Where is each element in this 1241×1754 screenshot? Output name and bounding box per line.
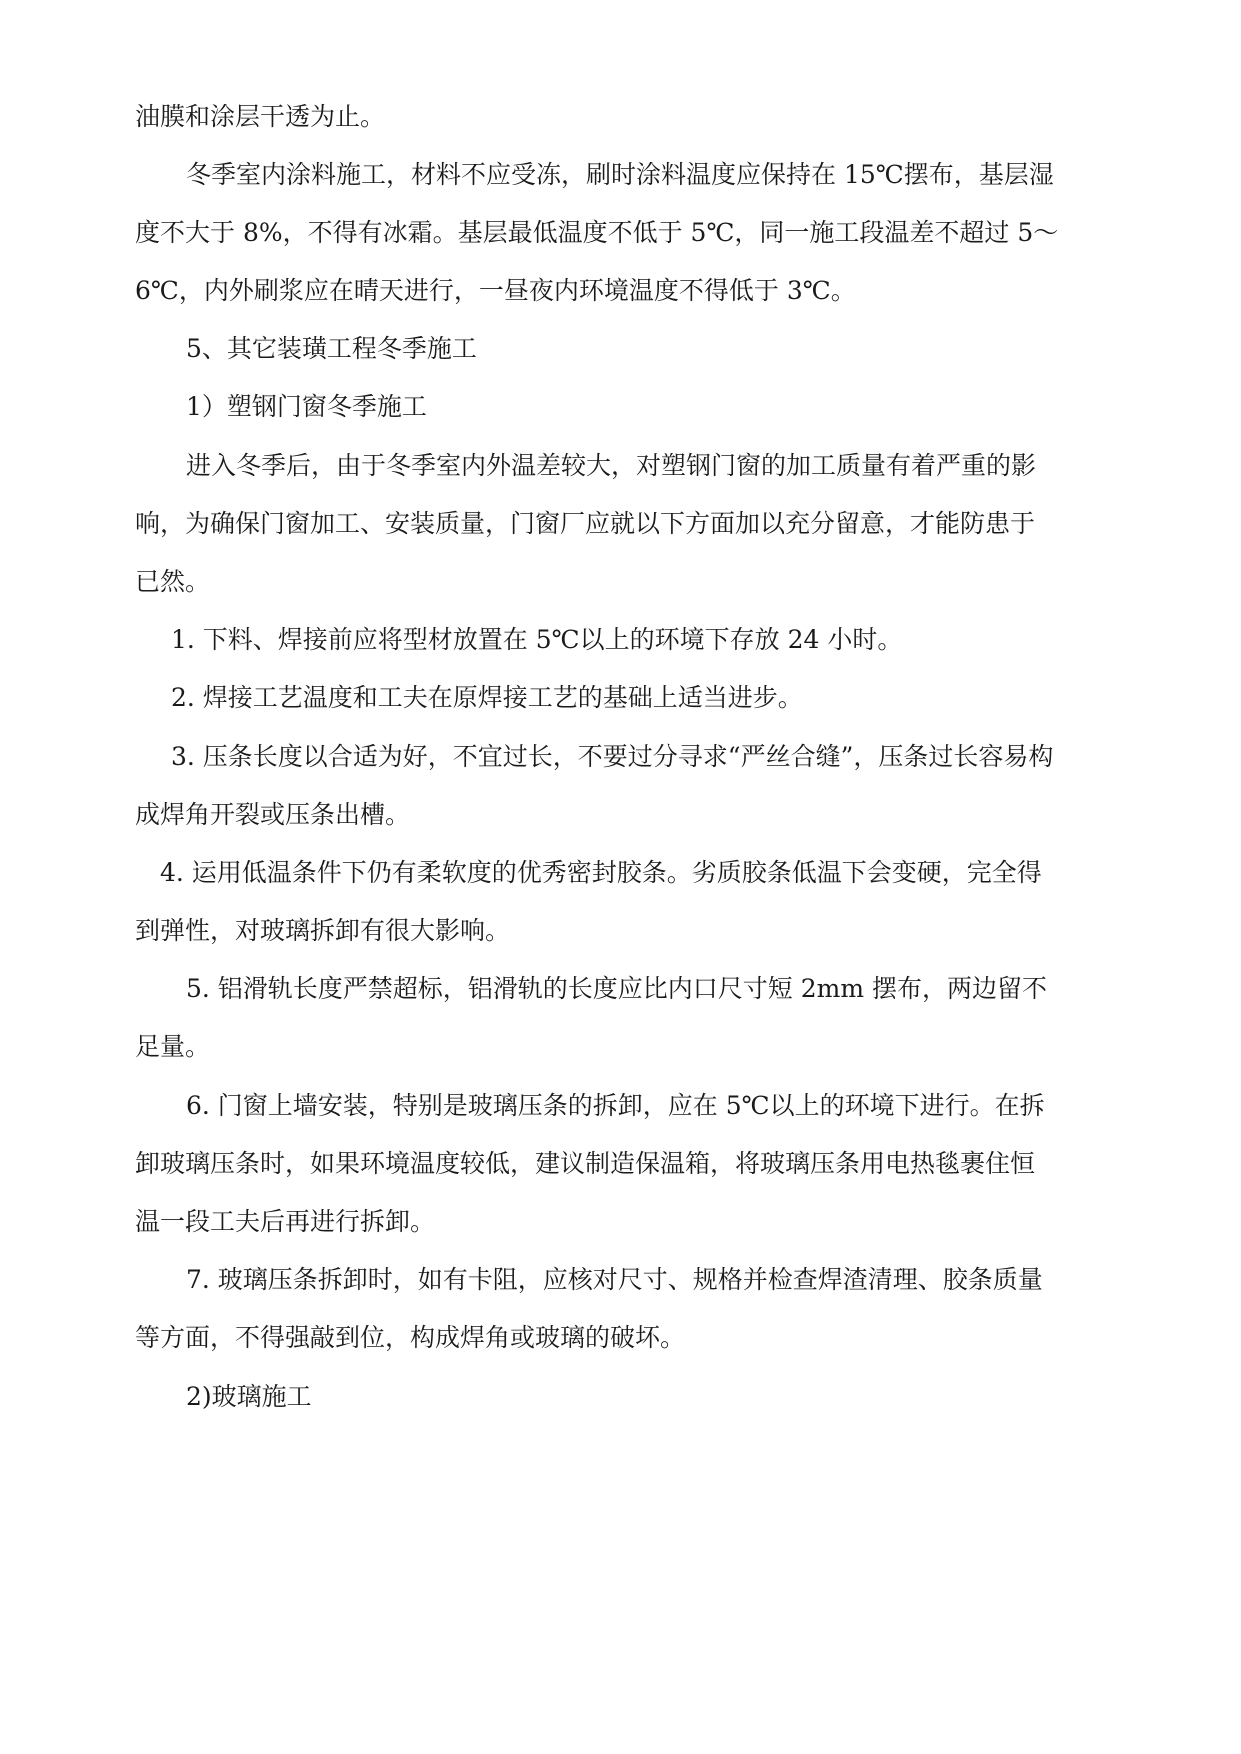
list-item: 6. 门窗上墙安装，特别是玻璃压条的拆卸，应在 5℃以上的环境下进行。在拆	[186, 1091, 1045, 1120]
text-line: 到弹性，对玻璃拆卸有很大影响。	[135, 916, 511, 945]
paragraph-winter-indoor-coating: 冬季室内涂料施工，材料不应受冻，刷时涂料温度应保持在 15℃摆布，基层湿	[186, 160, 1054, 189]
text-line: 度不大于 8%，不得有冰霜。基层最低温度不低于 5℃，同一施工段温差不超过 5～	[135, 218, 1059, 247]
list-item: 5. 铝滑轨长度严禁超标，铝滑轨的长度应比内口尺寸短 2mm 摆布，两边留不	[186, 974, 1048, 1003]
subsection-heading: 1）塑钢门窗冬季施工	[186, 392, 427, 421]
text-line: 成焊角开裂或压条出槽。	[135, 800, 411, 829]
list-item: 7. 玻璃压条拆卸时，如有卡阻，应核对尺寸、规格并检查焊渣清理、胶条质量	[186, 1265, 1043, 1294]
paragraph-intro: 进入冬季后，由于冬季室内外温差较大，对塑钢门窗的加工质量有着严重的影	[186, 451, 1037, 480]
text-line: 卸玻璃压条时，如果环境温度较低，建议制造保温箱，将玻璃压条用电热毯裹住恒	[135, 1149, 1036, 1178]
text-line: 油膜和涂层干透为止。	[135, 102, 386, 131]
text-line: 6℃，内外刷浆应在晴天进行，一昼夜内环境温度不得低于 3℃。	[135, 276, 856, 305]
subsection-heading: 2)玻璃施工	[186, 1382, 312, 1411]
list-item: 3. 压条长度以合适为好，不宜过长，不要过分寻求“严丝合缝”，压条过长容易构	[171, 742, 1054, 771]
section-heading: 5、其它装璜工程冬季施工	[186, 334, 477, 363]
list-item: 2. 焊接工艺温度和工夫在原焊接工艺的基础上适当进步。	[171, 683, 803, 712]
text-line: 等方面，不得强敲到位，构成焊角或玻璃的破坏。	[135, 1323, 686, 1352]
list-item: 4. 运用低温条件下仍有柔软度的优秀密封胶条。劣质胶条低温下会变硬，完全得	[160, 858, 1042, 887]
text-line: 响，为确保门窗加工、安装质量，门窗厂应就以下方面加以充分留意，才能防患于	[135, 509, 1036, 538]
text-line: 温一段工夫后再进行拆卸。	[135, 1207, 436, 1236]
list-item: 1. 下料、焊接前应将型材放置在 5℃以上的环境下存放 24 小时。	[171, 625, 903, 654]
text-line: 已然。	[135, 567, 211, 596]
text-line: 足量。	[135, 1032, 211, 1061]
